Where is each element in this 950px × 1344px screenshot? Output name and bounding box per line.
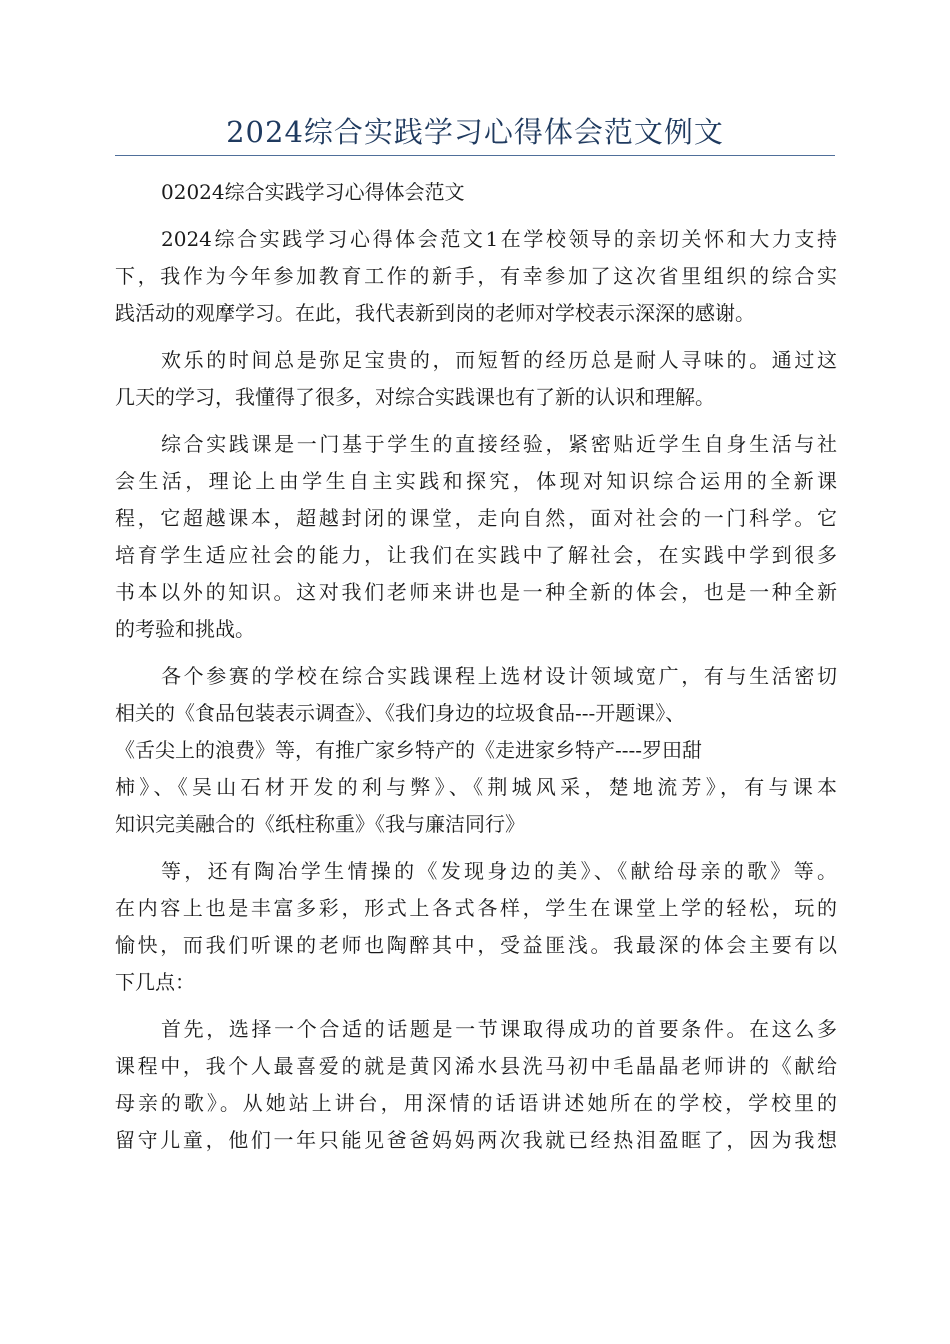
text-line: 在内容上也是丰富多彩，形式上各式各样，学生在课堂上学的轻松，玩的 (115, 896, 837, 920)
text-line: 母亲的歌》。从她站上讲台，用深情的话语讲述她所在的学校，学校里的 (115, 1091, 837, 1115)
text-line: 几天的学习，我懂得了很多，对综合实践课也有了新的认识和理解。 (115, 385, 715, 409)
text-line: 程，它超越课本，超越封闭的课堂，走向自然，面对社会的一门科学。它 (115, 506, 837, 530)
text-line: 综合实践课是一门基于学生的直接经验，紧密贴近学生自身生活与社 (161, 432, 837, 456)
text-line: 下，我作为今年参加教育工作的新手，有幸参加了这次省里组织的综合实 (115, 264, 837, 288)
text-line: 践活动的观摩学习。在此，我代表新到岗的老师对学校表示深深的感谢。 (115, 301, 755, 325)
paragraph (115, 342, 837, 416)
text-line: 愉快，而我们听课的老师也陶醉其中，受益匪浅。我最深的体会主要有以 (115, 933, 837, 957)
text-line: 02024综合实践学习心得体会范文 (161, 180, 465, 204)
text-line: 知识完美融合的《纸柱称重》《我与廉洁同行》 (115, 812, 525, 836)
text-line: 下几点： (115, 970, 195, 994)
document-body (115, 174, 837, 1169)
paragraph (115, 853, 837, 1001)
document-title: 2024综合实践学习心得体会范文例文 (226, 115, 724, 149)
text-line: 柿》、《吴山石材开发的利与弊》、《荆城风采，楚地流芳》，有与课本 (115, 775, 837, 799)
text-line: 留守儿童，他们一年只能见爸爸妈妈两次我就已经热泪盈眶了，因为我想 (115, 1128, 837, 1152)
paragraph (115, 174, 837, 211)
text-line: 首先，选择一个合适的话题是一节课取得成功的首要条件。在这么多 (161, 1017, 837, 1041)
title-underline (115, 155, 835, 156)
text-line: 会生活，理论上由学生自主实践和探究，体现对知识综合运用的全新课 (115, 469, 837, 493)
text-line: 2024综合实践学习心得体会范文1在学校领导的亲切关怀和大力支持 (161, 227, 837, 251)
paragraph (115, 221, 837, 332)
text-line: 《舌尖上的浪费》等，有推广家乡特产的《走进家乡特产----罗田甜 (115, 738, 703, 762)
paragraph (115, 658, 837, 843)
text-line: 书本以外的知识。这对我们老师来讲也是一种全新的体会，也是一种全新 (115, 580, 837, 604)
paragraph (115, 1011, 837, 1159)
text-line: 相关的《食品包装表示调查》、《我们身边的垃圾食品---开题课》、 (115, 701, 686, 725)
text-line: 课程中，我个人最喜爱的就是黄冈浠水县洗马初中毛晶晶老师讲的《献给 (115, 1054, 837, 1078)
paragraph (115, 426, 837, 648)
text-line: 的考验和挑战。 (115, 617, 255, 641)
text-line: 各个参赛的学校在综合实践课程上选材设计领域宽广，有与生活密切 (161, 664, 837, 688)
text-line: 培育学生适应社会的能力，让我们在实践中了解社会，在实践中学到很多 (115, 543, 837, 567)
text-line: 等，还有陶冶学生情操的《发现身边的美》、《献给母亲的歌》等。 (161, 859, 837, 883)
text-line: 欢乐的时间总是弥足宝贵的，而短暂的经历总是耐人寻味的。通过这 (161, 348, 837, 372)
